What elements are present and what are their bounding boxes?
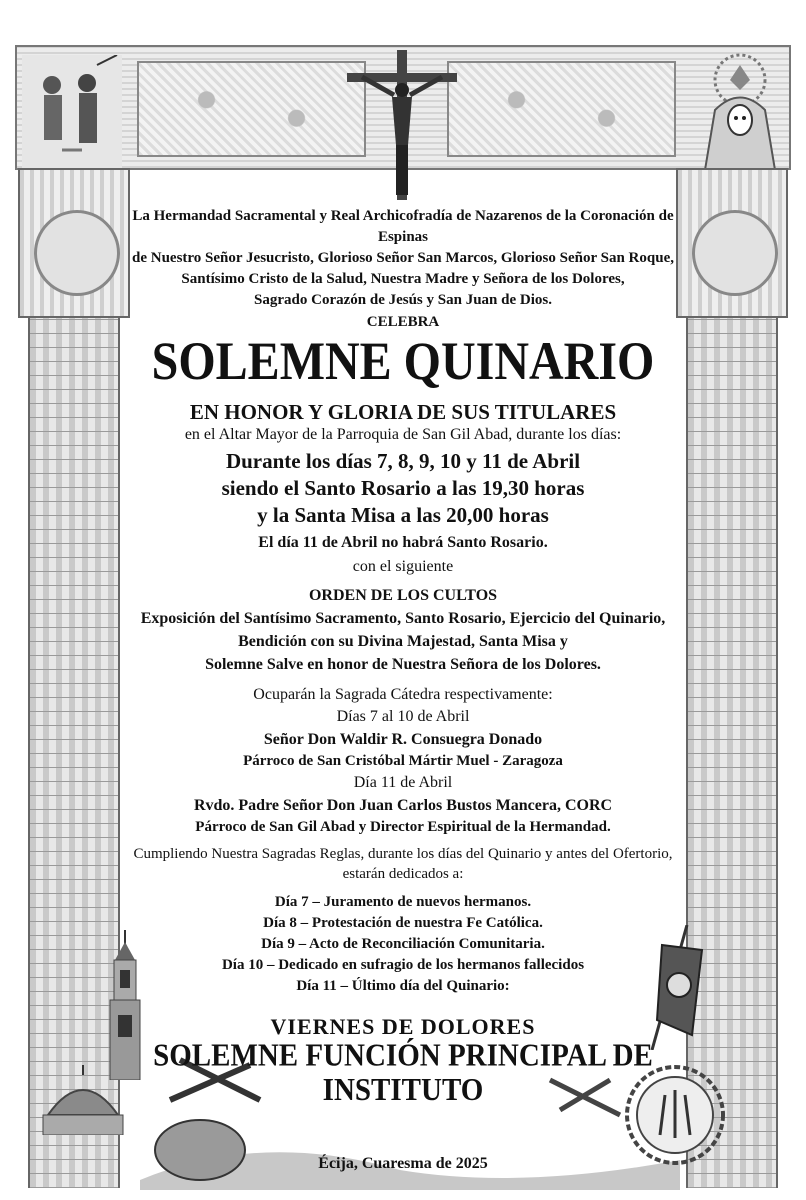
header-line: Sagrado Corazón de Jesús y San Juan de Dios. bbox=[254, 292, 552, 308]
schedule-line: y la Santa Misa a las 20,00 horas bbox=[257, 503, 549, 527]
acanthus-panel-left bbox=[137, 61, 366, 157]
acanthus-panel-right bbox=[447, 61, 676, 157]
schedule-block bbox=[130, 448, 676, 529]
dedication-item: Día 10 – Dedicado en sufragio de los hermanos fallecidos bbox=[221, 957, 585, 973]
no-rosario-note: El día 11 de Abril no habrá Santo Rosario. bbox=[258, 534, 548, 551]
preacher1-days: Días 7 al 10 de Abril bbox=[336, 708, 470, 725]
funcion-heading: SOLEMNE FUNCIÓN PRINCIPAL DE INSTITUTO bbox=[153, 1038, 653, 1108]
reglas-line: estarán dedicados a: bbox=[342, 866, 464, 882]
schedule-line: siendo el Santo Rosario a las 19,30 horas bbox=[221, 476, 585, 500]
dedication-item: Día 9 – Acto de Reconciliación Comunitaria. bbox=[261, 936, 545, 952]
orden-line: Exposición del Santísimo Sacramento, Santo Rosario, Ejercicio del Quinario, bbox=[140, 610, 666, 627]
preacher2-name: Rvdo. Padre Señor Don Juan Carlos Bustos Mancera, CORC bbox=[193, 797, 613, 814]
preacher2-role: Párroco de San Gil Abad y Director Espiritual de la Hermandad. bbox=[195, 819, 611, 835]
siguiente-line: con el siguiente bbox=[352, 558, 454, 575]
right-capital bbox=[676, 168, 788, 318]
header-line: Santísimo Cristo de la Salud, Nuestra Madre y Señora de los Dolores, bbox=[181, 271, 625, 287]
brotherhood-header bbox=[130, 206, 676, 311]
altar-line: en el Altar Mayor de la Parroquia de San Gil Abad, durante los días: bbox=[184, 426, 622, 443]
dedication-item: Día 7 – Juramento de nuevos hermanos. bbox=[274, 894, 532, 910]
preacher1-name: Señor Don Waldir R. Consuegra Donado bbox=[263, 731, 543, 748]
page-title: SOLEMNE QUINARIO bbox=[151, 331, 655, 392]
passion-scene-illustration bbox=[22, 55, 122, 170]
right-shaft bbox=[686, 318, 778, 1188]
schedule-line: Durante los días 7, 8, 9, 10 y 11 de Abril bbox=[225, 449, 581, 473]
dedications-list bbox=[130, 892, 676, 997]
orden-line: Bendición con su Divina Majestad, Santa Misa y bbox=[238, 633, 568, 650]
honor-subtitle: EN HONOR Y GLORIA DE SUS TITULARES bbox=[189, 400, 617, 424]
reglas-line: Cumpliendo Nuestra Sagradas Reglas, durante los días del Quinario y antes del Ofertorio, bbox=[133, 846, 673, 862]
crucifix-illustration bbox=[342, 45, 462, 205]
dedication-item: Día 8 – Protestación de nuestra Fe Católica. bbox=[263, 915, 543, 931]
orden-block bbox=[130, 607, 676, 676]
virgin-dolores-illustration bbox=[690, 50, 790, 175]
reglas-block bbox=[130, 844, 676, 884]
preacher1-role: Párroco de San Cristóbal Mártir Muel - Zaragoza bbox=[243, 753, 563, 769]
header-line: de Nuestro Señor Jesucristo, Glorioso Señor San Marcos, Glorioso Señor San Roque, bbox=[132, 250, 674, 266]
orden-title: ORDEN DE LOS CULTOS bbox=[308, 587, 498, 604]
left-capital bbox=[18, 168, 130, 318]
catedra-intro: Ocuparán la Sagrada Cátedra respectivamente: bbox=[253, 686, 553, 703]
announcement-text bbox=[130, 206, 676, 1175]
viernes-heading: VIERNES DE DOLORES bbox=[270, 1014, 536, 1039]
dedication-item: Día 11 – Último día del Quinario: bbox=[296, 978, 510, 994]
celebra-label: CELEBRA bbox=[366, 314, 440, 330]
church-dome-illustration bbox=[38, 1065, 128, 1135]
place-date-footer: Écija, Cuaresma de 2025 bbox=[318, 1155, 488, 1172]
header-line: La Hermandad Sacramental y Real Archicofradía de Nazarenos de la Coronación de Espinas bbox=[132, 208, 674, 245]
orden-line: Solemne Salve en honor de Nuestra Señora de los Dolores. bbox=[205, 656, 601, 673]
preacher2-days: Día 11 de Abril bbox=[353, 774, 453, 791]
